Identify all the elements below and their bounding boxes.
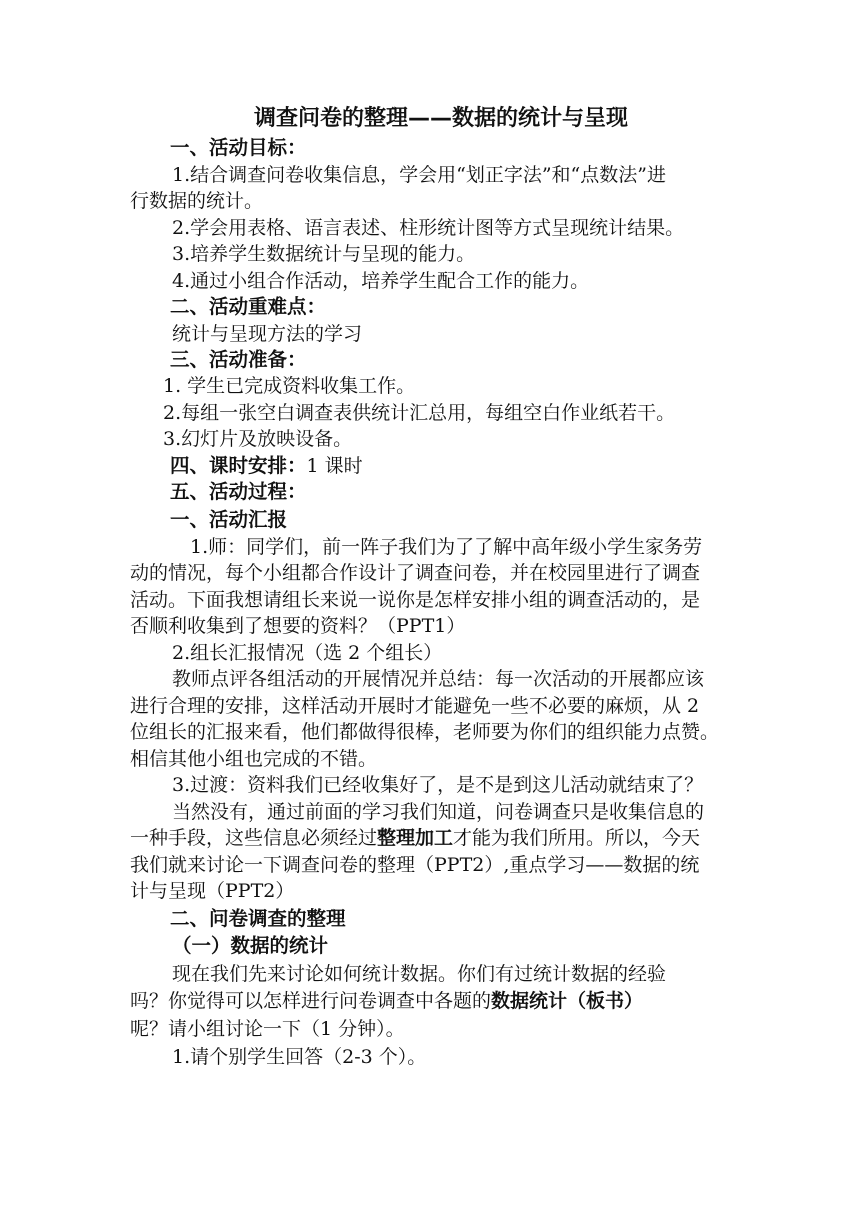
- document-title: 调查问卷的整理——数据的统计与呈现: [254, 106, 629, 131]
- paragraph-line: 现在我们先来讨论如何统计数据。你们有过统计数据的经验: [172, 963, 667, 985]
- paragraph-line: 3.幻灯片及放映设备。: [163, 428, 353, 450]
- schedule-value: 1 课时: [306, 455, 363, 477]
- section-heading-goals: 一、活动目标：: [170, 136, 307, 159]
- section-heading-process: 五、活动过程：: [170, 480, 307, 503]
- paragraph-line: 行数据的统计。: [130, 190, 264, 212]
- paragraph-line: 活动。下面我想请组长来说一说你是怎样安排小组的调查活动的，是: [130, 589, 701, 611]
- paragraph-line: 4.通过小组合作活动，培养学生配合工作的能力。: [172, 270, 590, 292]
- text-run: 一种手段，这些信息必须经过: [130, 827, 378, 849]
- subsection-heading-statistics: （一）数据的统计: [172, 934, 329, 957]
- paragraph-line: 计与呈现（PPT2）: [130, 880, 295, 902]
- text-run: 才能为我们所用。所以，今天: [453, 827, 701, 849]
- emphasis-text: 整理加工: [377, 827, 454, 849]
- paragraph-line: 1.请个别学生回答（2-3 个）。: [172, 1046, 427, 1068]
- paragraph-line: 进行合理的安排，这样活动开展时才能避免一些不必要的麻烦，从 2: [130, 695, 700, 717]
- paragraph-line: [130, 986, 643, 1016]
- paragraph-line: 相信其他小组也完成的不错。: [130, 748, 378, 770]
- paragraph-line: 3.培养学生数据统计与呈现的能力。: [172, 243, 476, 265]
- paragraph-line: 动的情况，每个小组都合作设计了调查问卷，并在校园里进行了调查: [130, 562, 701, 584]
- paragraph-line: 统计与呈现方法的学习: [172, 323, 363, 345]
- paragraph-line: [130, 823, 700, 853]
- paragraph-line: 我们就来讨论一下调查问卷的整理（PPT2）,重点学习——数据的统: [130, 854, 700, 876]
- paragraph-line: 3.过渡：资料我们已经收集好了，是不是到这儿活动就结束了？: [172, 774, 704, 796]
- paragraph-line: 当然没有，通过前面的学习我们知道，问卷调查只是收集信息的: [172, 801, 705, 823]
- paragraph-line: 呢？请小组讨论一下（1 分钟）。: [130, 1018, 405, 1040]
- paragraph-line: 1.师：同学们，前一阵子我们为了了解中高年级小学生家务劳: [190, 536, 703, 558]
- paragraph-line: 2.每组一张空白调查表供统计汇总用，每组空白作业纸若干。: [163, 402, 676, 424]
- emphasis-text: 数据统计（板书）: [491, 990, 644, 1012]
- subsection-heading-report: 一、活动汇报: [170, 508, 288, 531]
- paragraph-line: 1.结合调查问卷收集信息，学会用“划正字法”和“点数法”进: [172, 164, 666, 186]
- section-heading-schedule: 四、课时安排：: [170, 454, 307, 477]
- subsection-heading-organize: 二、问卷调查的整理: [170, 907, 346, 930]
- paragraph-line: 位组长的汇报来看，他们都做得很棒，老师要为你们的组织能力点赞。: [130, 721, 720, 743]
- text-run: 吗？你觉得可以怎样进行问卷调查中各题的: [130, 990, 492, 1012]
- paragraph-line: 教师点评各组活动的开展情况并总结：每一次活动的开展都应该: [172, 668, 705, 690]
- paragraph-line: 2.学会用表格、语言表述、柱形统计图等方式呈现统计结果。: [172, 217, 685, 239]
- section-heading-key-points: 二、活动重难点：: [170, 295, 327, 318]
- section-heading-preparation: 三、活动准备：: [170, 348, 307, 371]
- paragraph-line: 1. 学生已完成资料收集工作。: [163, 375, 416, 397]
- paragraph-line: 否顺利收集到了想要的资料？（PPT1）: [130, 615, 466, 637]
- paragraph-line: 2.组长汇报情况（选 2 个组长）: [172, 642, 443, 664]
